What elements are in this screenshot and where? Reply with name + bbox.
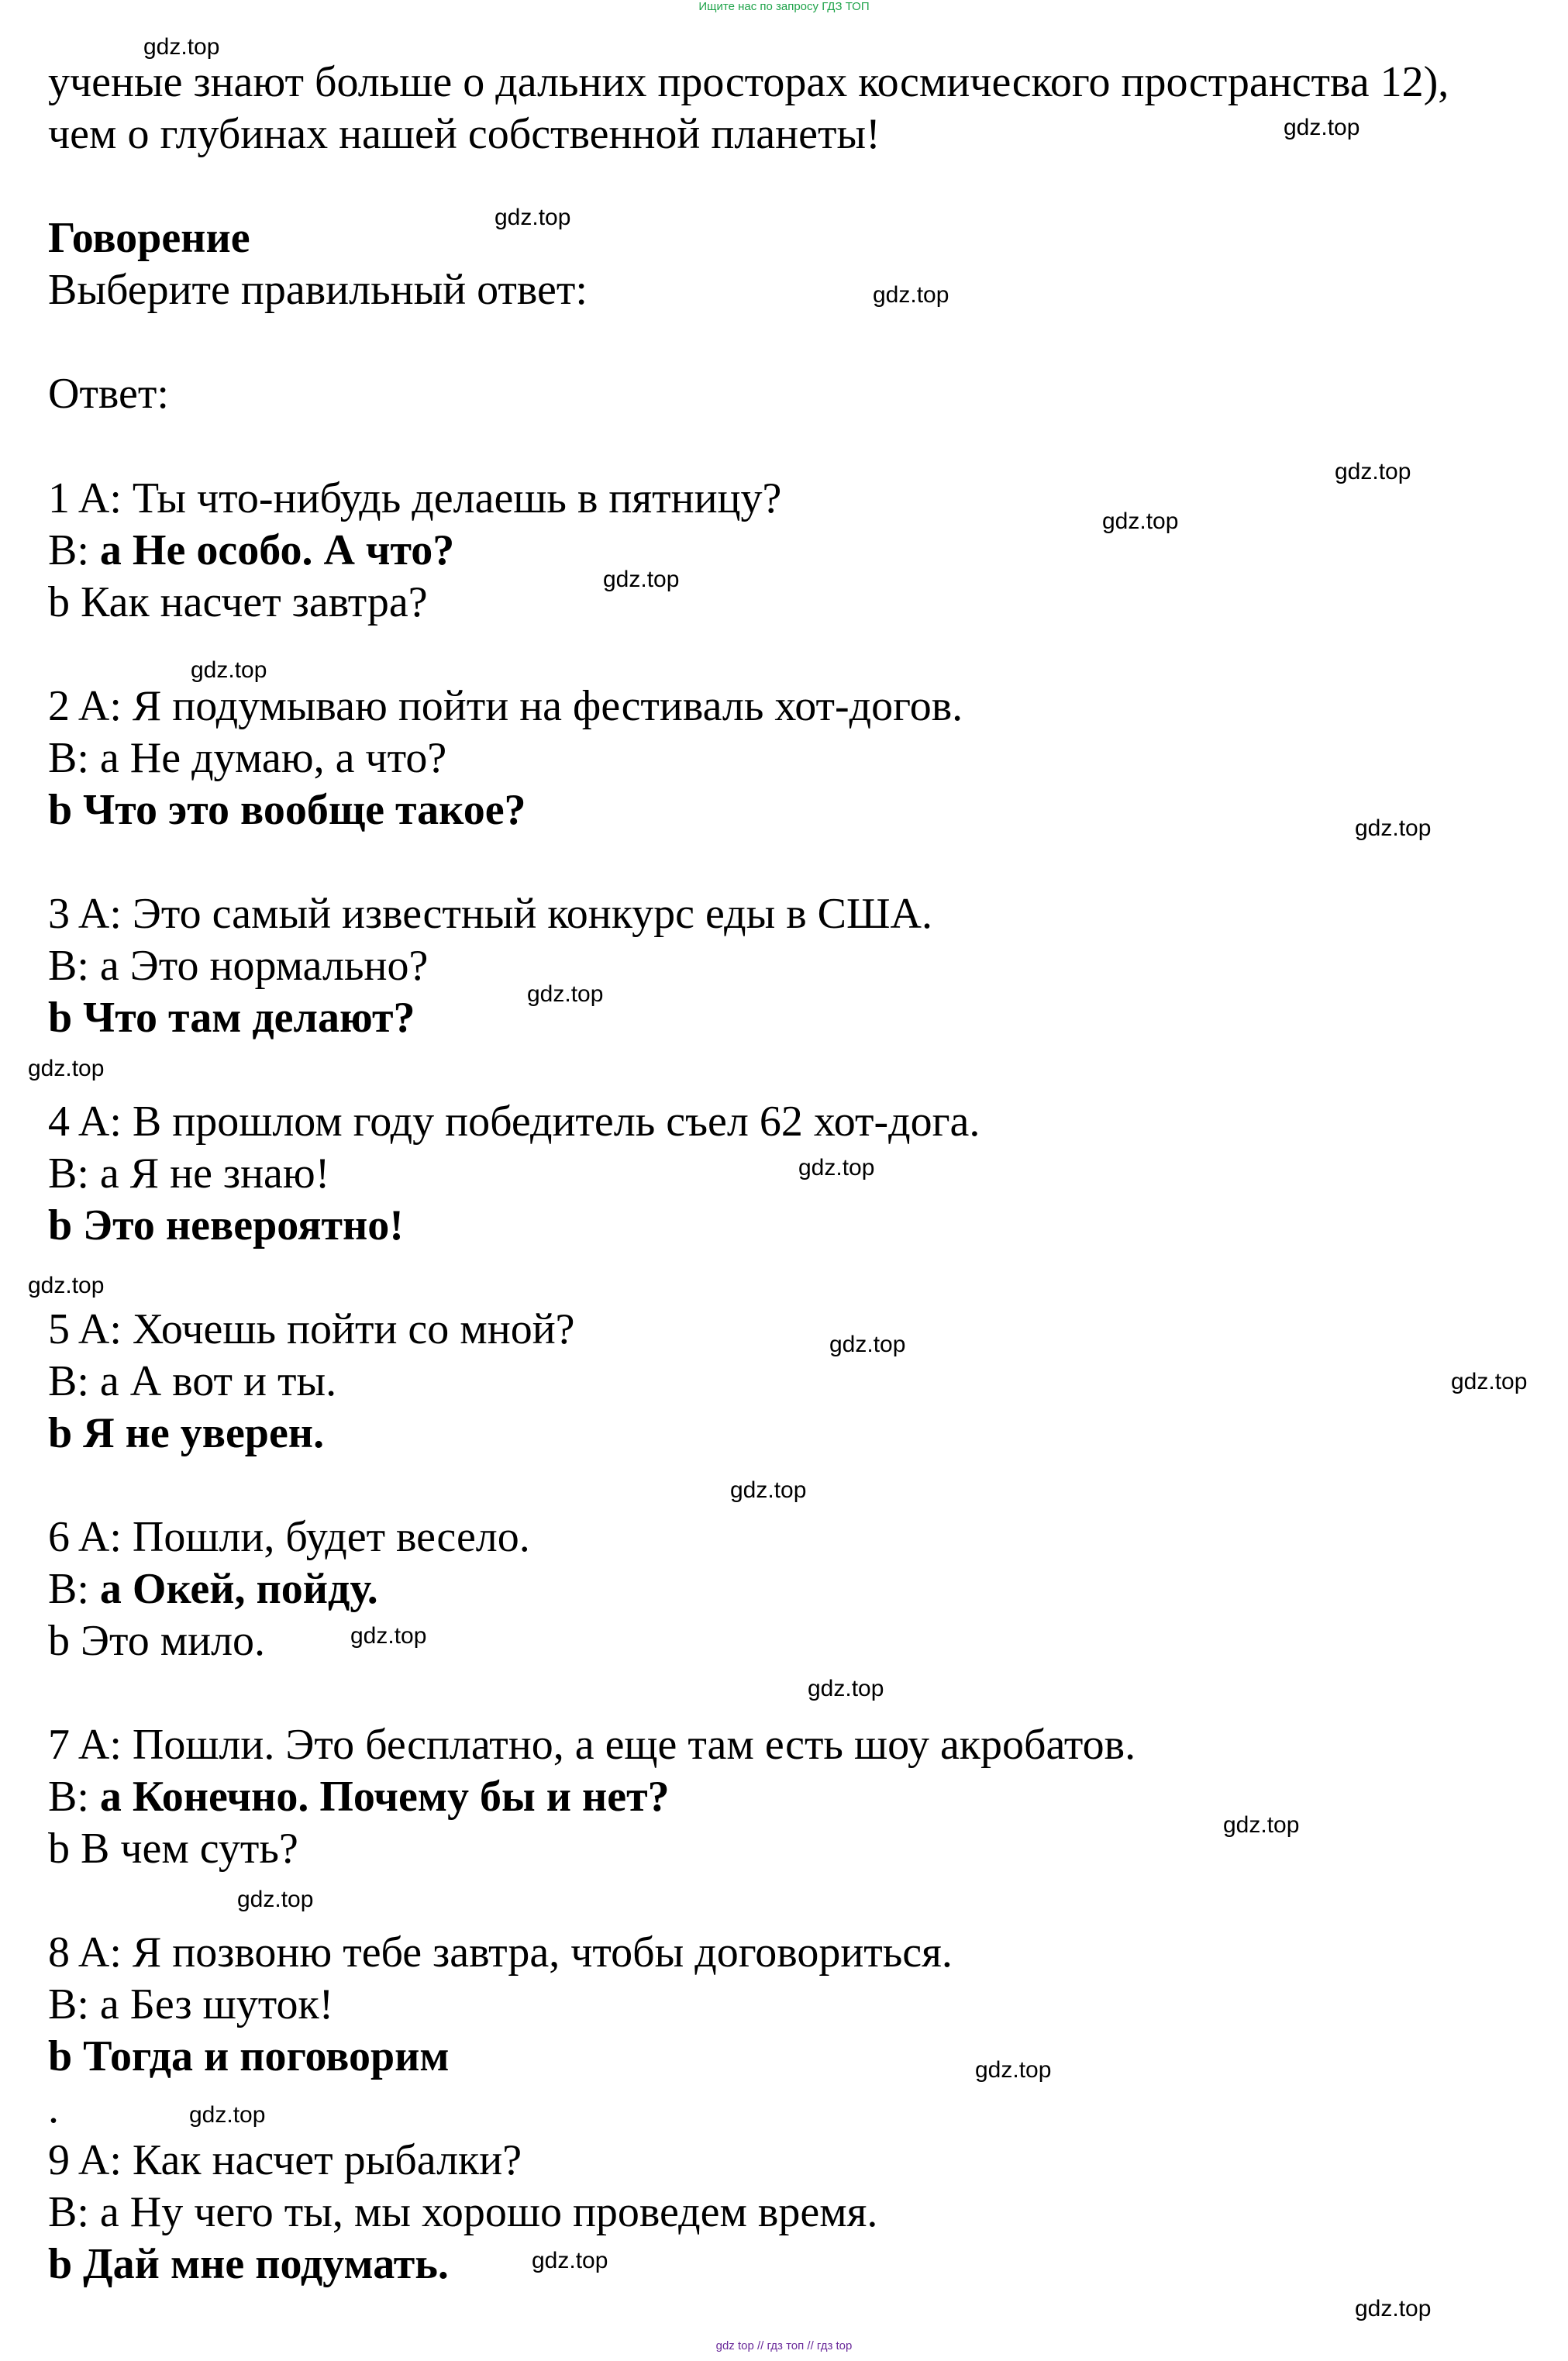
dialogue-4-question: 4 A: В прошлом году победитель съел 62 хот-дога. — [48, 1098, 980, 1146]
dialogue-6-option-a — [48, 1563, 378, 1615]
intro-line-1: ученые знают больше о дальних просторах космического пространства 12), — [48, 58, 1449, 106]
dialogue-5-option-a: B: a А вот и ты. — [48, 1357, 337, 1405]
watermark: gdz.top — [1355, 815, 1432, 841]
top-banner: Ищите нас по запросу ГДЗ ТОП — [698, 0, 870, 13]
dialogue-4-option-a: B: a Я не знаю! — [48, 1149, 330, 1198]
intro-line-2: чем о глубинах нашей собственной планеты! — [48, 110, 880, 158]
watermark: gdz.top — [730, 1477, 807, 1503]
watermark: gdz.top — [532, 2248, 608, 2273]
dialogue-8-question: 8 A: Я позвоню тебе завтра, чтобы договориться. — [48, 1928, 953, 1977]
dialogue-3-question: 3 A: Это самый известный конкурс еды в США. — [48, 890, 932, 938]
watermark: gdz.top — [28, 1056, 105, 1081]
watermark: gdz.top — [975, 2057, 1052, 2083]
speaker-label: B: — [48, 526, 100, 574]
instruction-text: Выберите правильный ответ: — [48, 266, 588, 314]
watermark: gdz.top — [1284, 115, 1360, 140]
answer-label: Ответ: — [48, 370, 169, 418]
dialogue-4-option-b: b Это невероятно! — [48, 1201, 404, 1249]
watermark: gdz.top — [527, 981, 604, 1007]
dialogue-1-question: 1 A: Ты что-нибудь делаешь в пятницу? — [48, 474, 782, 522]
watermark: gdz.top — [189, 2102, 266, 2128]
watermark: gdz.top — [829, 1332, 906, 1357]
correct-answer: a Не особо. А что? — [99, 526, 455, 574]
watermark: gdz.top — [495, 205, 571, 230]
dialogue-7-question: 7 A: Пошли. Это бесплатно, а еще там есть шоу акробатов. — [48, 1721, 1136, 1769]
dialogue-7-option-b: b В чем суть? — [48, 1825, 298, 1873]
dialogue-3-option-a: B: a Это нормально? — [48, 942, 429, 990]
dialogue-2-option-b: b Что это вообще такое? — [48, 786, 526, 834]
watermark: gdz.top — [798, 1155, 875, 1180]
watermark: gdz.top — [350, 1623, 427, 1649]
watermark: gdz.top — [143, 34, 220, 60]
dialogue-8-dot: . — [48, 2084, 59, 2132]
bottom-banner: gdz top // гдз топ // гдз top — [715, 2339, 853, 2352]
dialogue-8-option-b: b Тогда и поговорим — [48, 2032, 450, 2080]
watermark: gdz.top — [1102, 508, 1179, 534]
dialogue-5-option-b: b Я не уверен. — [48, 1409, 325, 1457]
speaker-label: B: — [48, 1773, 100, 1821]
watermark: gdz.top — [873, 282, 949, 308]
dialogue-2-question: 2 A: Я подумываю пойти на фестиваль хот-догов. — [48, 682, 963, 730]
section-heading: Говорение — [48, 214, 250, 262]
watermark: gdz.top — [1223, 1812, 1300, 1838]
watermark: gdz.top — [237, 1887, 314, 1912]
watermark: gdz.top — [808, 1676, 884, 1701]
dialogue-9-option-a: B: a Ну чего ты, мы хорошо проведем время. — [48, 2188, 878, 2236]
dialogue-7-option-a — [48, 1770, 670, 1823]
watermark: gdz.top — [1355, 2296, 1432, 2321]
watermark: gdz.top — [28, 1273, 105, 1298]
dialogue-6-option-b: b Это мило. — [48, 1617, 266, 1665]
dialogue-8-option-a: B: a Без шуток! — [48, 1980, 334, 2028]
watermark: gdz.top — [603, 567, 680, 592]
watermark: gdz.top — [191, 657, 267, 683]
speaker-label: B: — [48, 1565, 100, 1613]
dialogue-2-option-a: B: a Не думаю, а что? — [48, 734, 447, 782]
correct-answer: a Конечно. Почему бы и нет? — [99, 1773, 670, 1821]
dialogue-1-option-b: b Как насчет завтра? — [48, 578, 428, 626]
watermark: gdz.top — [1335, 459, 1411, 484]
dialogue-1-option-a — [48, 524, 454, 577]
watermark: gdz.top — [1451, 1369, 1528, 1394]
dialogue-6-question: 6 A: Пошли, будет весело. — [48, 1513, 530, 1561]
dialogue-9-option-b: b Дай мне подумать. — [48, 2240, 449, 2288]
dialogue-3-option-b: b Что там делают? — [48, 994, 415, 1042]
dialogue-9-question: 9 A: Как насчет рыбалки? — [48, 2136, 522, 2184]
correct-answer: a Окей, пойду. — [99, 1565, 378, 1613]
dialogue-5-question: 5 A: Хочешь пойти со мной? — [48, 1305, 575, 1353]
